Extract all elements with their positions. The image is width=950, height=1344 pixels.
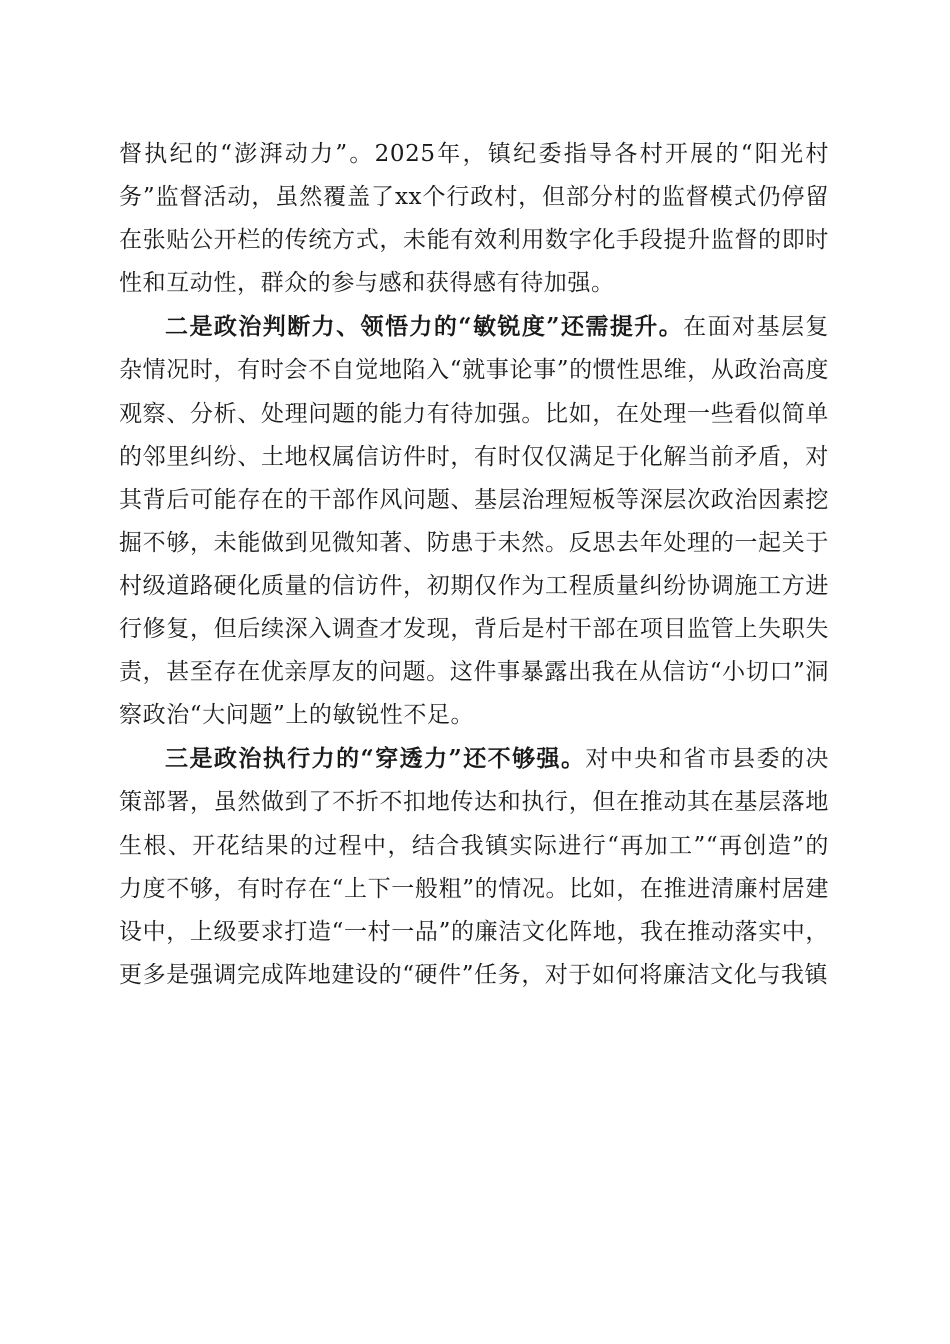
paragraph-2-text: 在面对基层复杂情况时，有时会不自觉地陷入“就事论事”的惯性思维，从政治高度观察、分析、处理问题的能力有待加强。比如，在处理一些看似简单的邻里纠纷、土地权属信访件时，有时仅仅满足于化解当前矛盾，对其背后可能存在的干部作风问题、基层治理短板等深层次政治因素挖掘不够，未能做到见微知著、防患于未然。反思去年处理的一起关于村级道路硬化质量的信访件，初期仅作为工程质量纠纷协调施工方进行修复，但后续深入调查才发现，背后是村干部在项目监管上失职失责，甚至存在优亲厚友的问题。这件事暴露出我在从信访“小切口”洞察政治“大问题”上的敏锐性不足。 bbox=[119, 314, 829, 729]
paragraph-1 bbox=[119, 133, 829, 305]
paragraph-3-text: 对中央和省市县委的决策部署，虽然做到了不折不扣地传达和执行，但在推动其在基层落地生根、开花结果的过程中，结合我镇实际进行“再加工”“再创造”的力度不够，有时存在“上下一般粗”的情况。比如，在推进清廉村居建设中，上级要求打造“一村一品”的廉洁文化阵地，我在推动落实中，更多是强调完成阵地建设的“硬件”任务，对于如何将廉洁文化与我镇 bbox=[119, 746, 829, 988]
paragraph-1-text: 督执纪的“澎湃动力”。2025年，镇纪委指导各村开展的“阳光村务”监督活动，虽然覆盖了xx个行政村，但部分村的监督模式仍停留在张贴公开栏的传统方式，未能有效利用数字化手段提升监督的即时性和互动性，群众的参与感和获得感有待加强。 bbox=[119, 141, 829, 297]
paragraph-3-heading: 三是政治执行力的“穿透力”还不够强。 bbox=[165, 745, 586, 773]
document-body bbox=[119, 133, 829, 997]
paragraph-2 bbox=[119, 305, 829, 737]
paragraph-2-heading: 二是政治判断力、领悟力的“敏锐度”还需提升。 bbox=[165, 313, 684, 341]
paragraph-3 bbox=[119, 737, 829, 997]
